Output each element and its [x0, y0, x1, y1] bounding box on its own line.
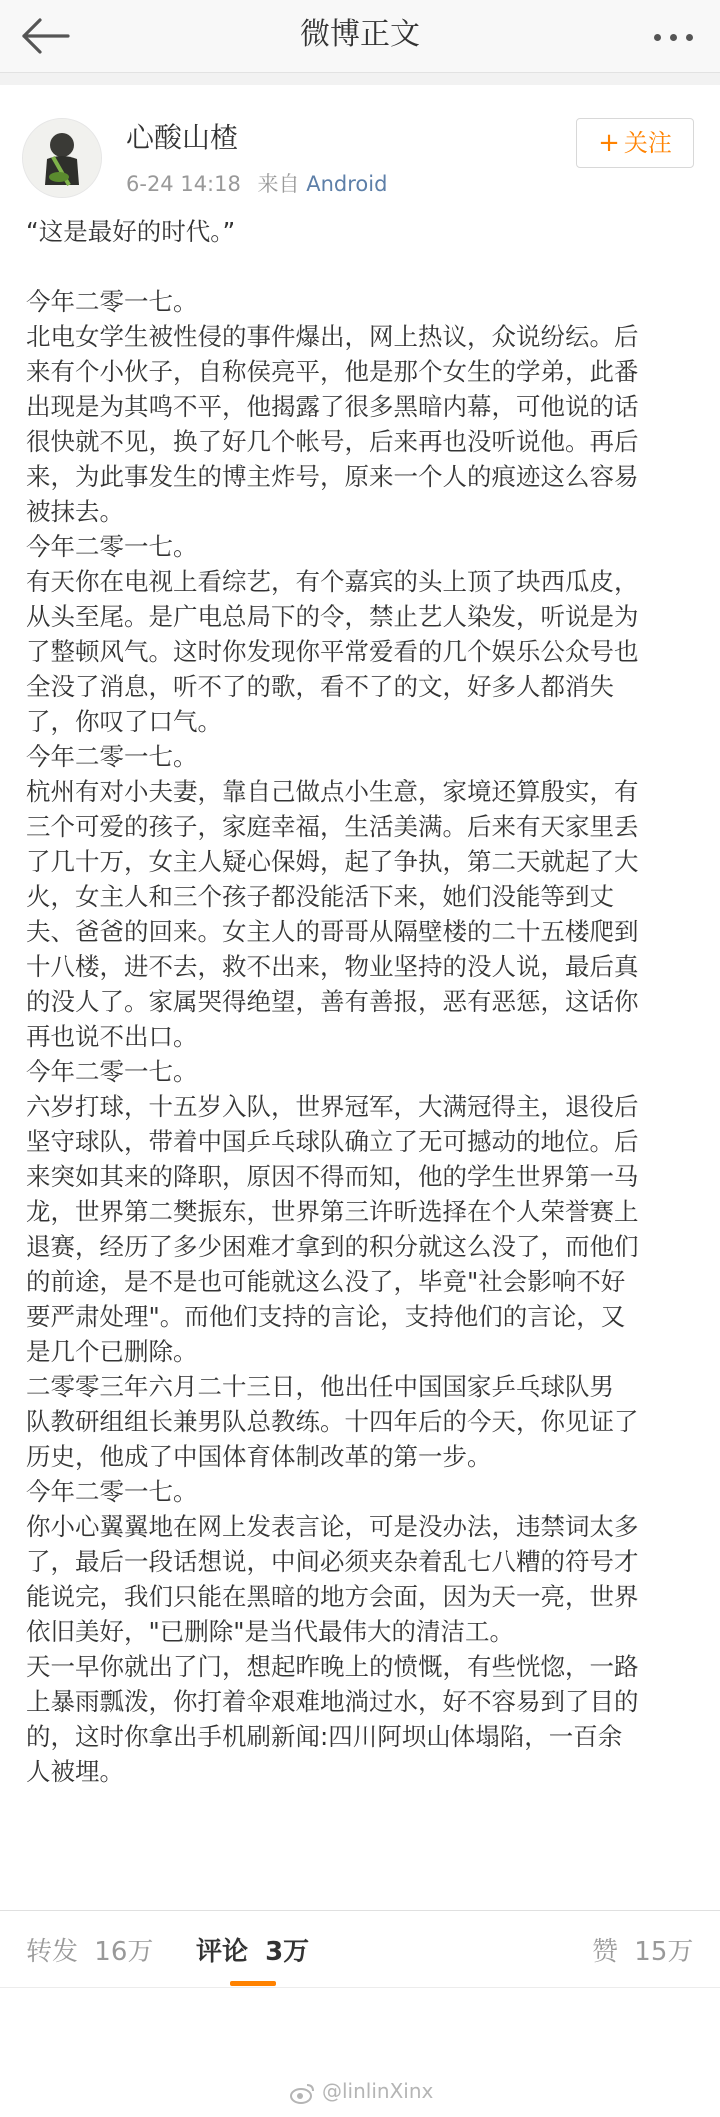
post-line: 夫、爸爸的回来。女主人的哥哥从隔壁楼的二十五楼爬到	[26, 917, 639, 946]
post-line: 退赛，经历了多少困难才拿到的积分就这么没了，而他们	[26, 1232, 639, 1261]
tab-repost-label: 转发	[26, 1937, 79, 1967]
more-dot	[670, 34, 677, 41]
post-line: 北电女学生被性侵的事件爆出，网上热议，众说纷纭。后	[26, 322, 639, 351]
post-line: 很快就不见，换了好几个帐号，后来再也没听说他。再后	[26, 427, 639, 456]
watermark	[290, 2078, 433, 2104]
post-line: 了几十万，女主人疑心保姆，起了争执，第二天就起了大	[26, 847, 639, 876]
post-line: 的前途，是不是也可能就这么没了，毕竟"社会影响不好	[26, 1267, 626, 1296]
action-tabs	[0, 1932, 720, 1976]
post-line: 杭州有对小夫妻，靠自己做点小生意，家境还算殷实，有	[26, 777, 639, 806]
post-line: 的没人了。家属哭得绝望，善有善报，恶有恶惩，这话你	[26, 987, 639, 1016]
post-line: 从头至尾。是广电总局下的令，禁止艺人染发，听说是为	[26, 602, 639, 631]
post-line: 今年二零一七。	[26, 1477, 198, 1506]
author-name[interactable]: 心酸山楂	[126, 121, 239, 154]
post-line	[26, 249, 698, 284]
post-line: 人被埋。	[26, 1757, 124, 1786]
tab-comments-count: 3万	[265, 1937, 310, 1967]
watermark-text: @linlinXinx	[322, 2079, 434, 2103]
plus-icon: +	[598, 128, 620, 158]
post-line: 上暴雨瓢泼，你打着伞艰难地淌过水，好不容易到了目的	[26, 1687, 639, 1716]
post-line: 坚守球队，带着中国乒乓球队确立了无可撼动的地位。后	[26, 1127, 639, 1156]
post-line: 十八楼，进不去，救不出来，物业坚持的没人说，最后真	[26, 952, 639, 981]
active-tab-indicator	[230, 1981, 276, 1986]
post-line: 六岁打球，十五岁入队，世界冠军，大满冠得主，退役后	[26, 1092, 639, 1121]
tab-comments-label: 评论	[196, 1937, 249, 1967]
post-line: 你小心翼翼地在网上发表言论，可是没办法，违禁词太多	[26, 1512, 639, 1541]
post-line: 今年二零一七。	[26, 532, 198, 561]
post-line: 了，最后一段话想说，中间必须夹杂着乱七八糟的符号才	[26, 1547, 639, 1576]
more-button[interactable]	[648, 20, 700, 52]
tab-likes-label: 赞	[592, 1937, 619, 1967]
post-line: 被抹去。	[26, 497, 124, 526]
post-line: 历史，他成了中国体育体制改革的第一步。	[26, 1442, 492, 1471]
post-line: 今年二零一七。	[26, 287, 198, 316]
tab-repost[interactable]	[26, 1932, 153, 1972]
post-meta	[126, 170, 387, 198]
tab-comments[interactable]	[196, 1932, 309, 1972]
post-body	[26, 214, 698, 1789]
post-line: 依旧美好，"已删除"是当代最伟大的清洁工。	[26, 1617, 515, 1646]
more-dots-icon	[654, 34, 661, 41]
source-prefix: 来自	[257, 172, 300, 196]
more-dot	[686, 34, 693, 41]
post-line: 今年二零一七。	[26, 742, 198, 771]
post-line: “这是最好的时代。”	[26, 217, 236, 246]
post-line: 了，你叹了口气。	[26, 707, 222, 736]
post-line: 再也说不出口。	[26, 1022, 198, 1051]
top-bar	[0, 0, 720, 73]
post-line: 的，这时你拿出手机刷新闻:四川阿坝山体塌陷，一百余	[26, 1722, 623, 1751]
post-time: 6-24 14:18	[126, 172, 241, 196]
post-line: 有天你在电视上看综艺，有个嘉宾的头上顶了块西瓜皮，	[26, 567, 639, 596]
tab-likes-count: 15万	[634, 1937, 694, 1967]
content-divider	[0, 1910, 720, 1911]
post-line: 今年二零一七。	[26, 1057, 198, 1086]
post-line: 龙，世界第二樊振东，世界第三许昕选择在个人荣誉赛上	[26, 1197, 639, 1226]
post-line: 要严肃处理"。而他们支持的言论，支持他们的言论，又	[26, 1302, 626, 1331]
post-line: 三个可爱的孩子，家庭幸福，生活美满。后来有天家里丢	[26, 812, 639, 841]
tab-repost-count: 16万	[94, 1937, 154, 1967]
post-line: 二零零三年六月二十三日，他出任中国国家乒乓球队男	[26, 1372, 614, 1401]
follow-label: 关注	[623, 129, 672, 157]
post-line: 全没了消息，听不了的歌，看不了的文，好多人都消失	[26, 672, 614, 701]
tab-likes[interactable]	[592, 1932, 693, 1972]
follow-button[interactable]	[576, 118, 694, 168]
tabs-divider	[0, 1987, 720, 1988]
page-title: 微博正文	[300, 17, 420, 52]
header-divider	[0, 73, 720, 85]
avatar[interactable]	[22, 118, 102, 198]
post-line: 来，为此事发生的博主炸号，原来一个人的痕迹这么容易	[26, 462, 639, 491]
post-line: 出现是为其鸣不平，他揭露了很多黑暗内幕，可他说的话	[26, 392, 639, 421]
avatar-image	[23, 119, 101, 197]
post-line: 是几个已删除。	[26, 1337, 198, 1366]
post-line: 了整顿风气。这时你发现你平常爱看的几个娱乐公众号也	[26, 637, 639, 666]
post-line: 来突如其来的降职，原因不得而知，他的学生世界第一马	[26, 1162, 639, 1191]
post-line: 来有个小伙子，自称侯亮平，他是那个女生的学弟，此番	[26, 357, 639, 386]
post-line: 队教研组组长兼男队总教练。十四年后的今天，你见证了	[26, 1407, 639, 1436]
post-line: 火，女主人和三个孩子都没能活下来，她们没能等到丈	[26, 882, 614, 911]
post-line: 能说完，我们只能在黑暗的地方会面，因为天一亮，世界	[26, 1582, 639, 1611]
post-line: 天一早你就出了门，想起昨晚上的愤慨，有些恍惚，一路	[26, 1652, 639, 1681]
post-source[interactable]: Android	[306, 172, 388, 196]
weibo-logo-icon	[290, 2082, 316, 2104]
